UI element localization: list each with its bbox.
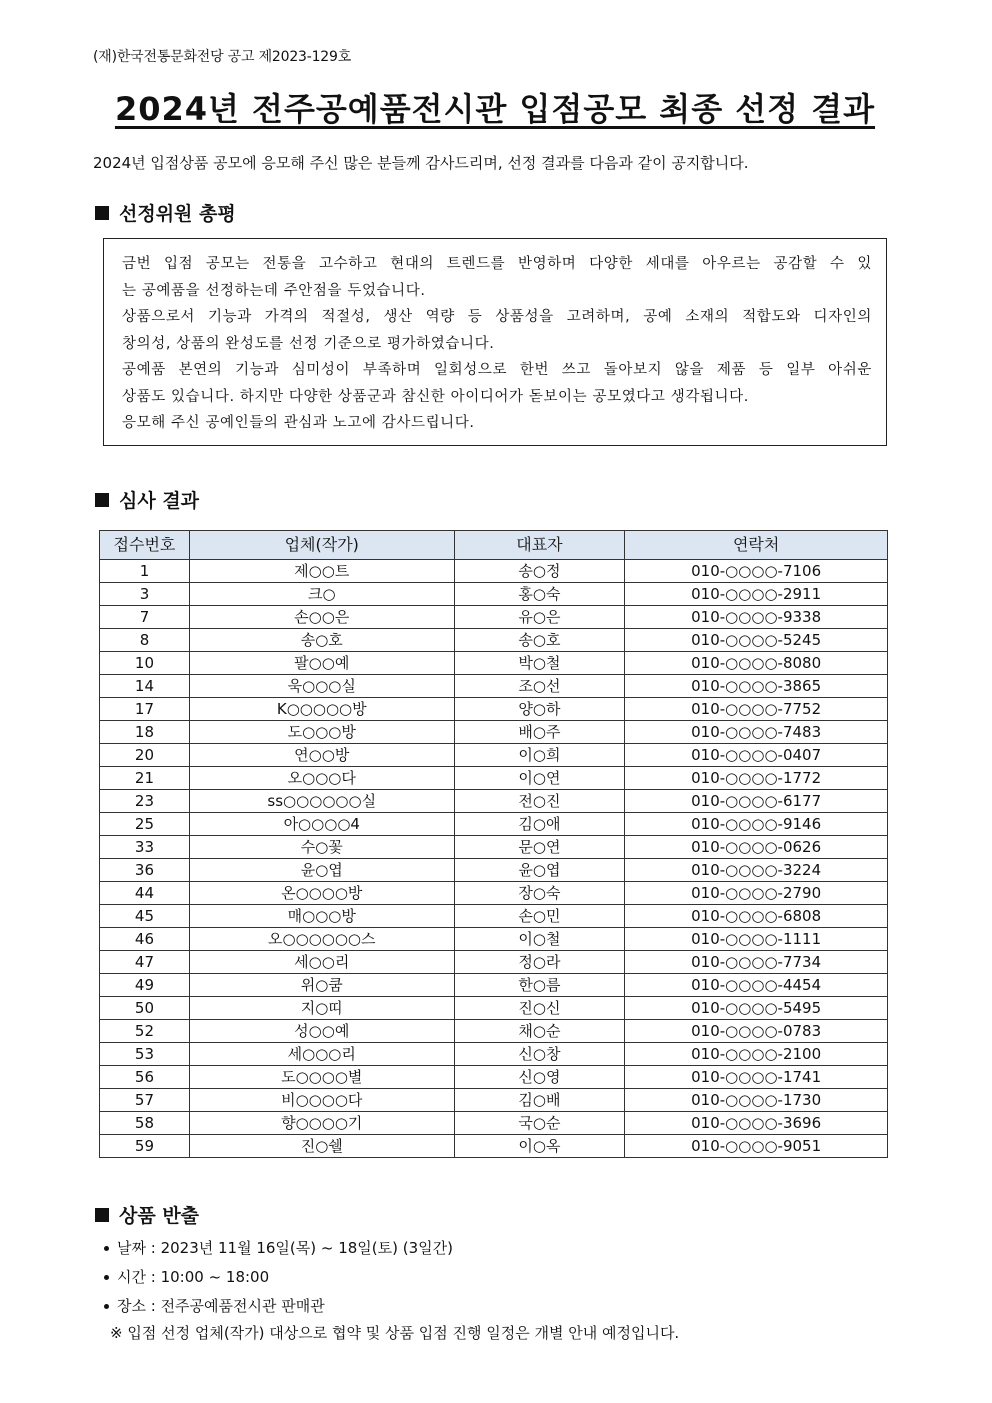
delivery-time: 시간 : 10:00 ~ 18:00 [117,1268,270,1286]
section-heading-results-label: 심사 결과 [119,490,200,512]
delivery-list [104,1234,453,1321]
representative-cell: 박○철 [454,652,625,675]
review-line: 응모해 주신 공예인들의 관심과 노고에 감사드립니다. [122,415,475,431]
contact-cell: 010-○○○○-9146 [625,813,888,836]
intro-text: 2024년 입점상품 공모에 응모해 주신 많은 분들께 감사드리며, 선정 결과를 다음과 같이 공지합니다. [93,154,749,172]
representative-cell: 정○라 [454,951,625,974]
contact-cell: 010-○○○○-0407 [625,744,888,767]
representative-cell: 채○순 [454,1020,625,1043]
contact-cell: 010-○○○○-1111 [625,928,888,951]
square-bullet-icon [95,1208,109,1222]
representative-cell: 김○애 [454,813,625,836]
company-cell: 손○○은 [189,606,454,629]
table-row [100,583,888,606]
representative-cell: 윤○엽 [454,859,625,882]
table-row [100,974,888,997]
representative-cell: 조○선 [454,675,625,698]
company-cell: 오○○○다 [189,767,454,790]
delivery-place: 장소 : 전주공예품전시관 판매관 [117,1297,325,1315]
bullet-dot-icon [104,1304,109,1309]
section-heading-review-label: 선정위원 총평 [119,203,236,225]
receipt-no-cell: 49 [100,974,190,997]
representative-cell: 전○진 [454,790,625,813]
company-cell: 욱○○○실 [189,675,454,698]
section-heading-results [95,486,199,513]
review-line: 는 공예품을 선정하는데 주안점을 두었습니다. [122,282,426,299]
contact-cell: 010-○○○○-3224 [625,859,888,882]
company-cell: 도○○○○별 [189,1066,454,1089]
company-cell: 도○○○방 [189,721,454,744]
contact-cell: 010-○○○○-3865 [625,675,888,698]
review-line: 창의성, 상품의 완성도를 선정 기준으로 평가하였습니다. [122,335,495,352]
representative-cell: 유○은 [454,606,625,629]
table-row [100,1089,888,1112]
table-row [100,1020,888,1043]
table-row [100,652,888,675]
table-row [100,1043,888,1066]
receipt-no-cell: 53 [100,1043,190,1066]
receipt-no-cell: 8 [100,629,190,652]
contact-cell: 010-○○○○-1741 [625,1066,888,1089]
list-item [104,1263,453,1292]
contact-cell: 010-○○○○-6808 [625,905,888,928]
contact-cell: 010-○○○○-8080 [625,652,888,675]
company-cell: 세○○리 [189,951,454,974]
list-item [104,1292,453,1321]
receipt-no-cell: 44 [100,882,190,905]
section-heading-delivery-label: 상품 반출 [119,1205,200,1227]
contact-cell: 010-○○○○-7734 [625,951,888,974]
contact-cell: 010-○○○○-5495 [625,997,888,1020]
contact-cell: 010-○○○○-4454 [625,974,888,997]
receipt-no-cell: 25 [100,813,190,836]
table-row [100,997,888,1020]
square-bullet-icon [95,206,109,220]
bullet-dot-icon [104,1275,109,1280]
review-line: 공예품 본연의 기능과 심미성이 부족하며 일회성으로 한번 쓰고 돌아보지 않을 제품 등 일부 아쉬운 [122,362,872,378]
table-row [100,1112,888,1135]
table-row [100,813,888,836]
receipt-no-cell: 7 [100,606,190,629]
column-header-representative: 대표자 [454,531,625,560]
table-row [100,836,888,859]
contact-cell: 010-○○○○-7106 [625,560,888,583]
representative-cell: 이○철 [454,928,625,951]
table-row [100,767,888,790]
table-row [100,744,888,767]
bullet-dot-icon [104,1246,109,1251]
table-row [100,1066,888,1089]
receipt-no-cell: 3 [100,583,190,606]
representative-cell: 배○주 [454,721,625,744]
delivery-date: 날짜 : 2023년 11월 16일(목) ~ 18일(토) (3일간) [117,1239,453,1257]
review-box [103,238,887,446]
receipt-no-cell: 52 [100,1020,190,1043]
section-heading-review [95,199,236,226]
representative-cell: 진○신 [454,997,625,1020]
review-line: 금번 입점 공모는 전통을 고수하고 현대의 트렌드를 반영하며 다양한 세대를 아우르는 공감할 수 있 [122,256,872,272]
table-row [100,882,888,905]
contact-cell: 010-○○○○-3696 [625,1112,888,1135]
table-row [100,606,888,629]
representative-cell: 김○배 [454,1089,625,1112]
company-cell: 크○ [189,583,454,606]
receipt-no-cell: 14 [100,675,190,698]
contact-cell: 010-○○○○-1772 [625,767,888,790]
table-row [100,928,888,951]
review-line: 상품도 있습니다. 하지만 다양한 상품군과 참신한 아이디어가 돋보이는 공모였다고 생각됩니다. [122,388,749,405]
representative-cell: 송○호 [454,629,625,652]
receipt-no-cell: 50 [100,997,190,1020]
company-cell: 매○○○방 [189,905,454,928]
company-cell: K○○○○○방 [189,698,454,721]
contact-cell: 010-○○○○-1730 [625,1089,888,1112]
table-row [100,721,888,744]
notice-number: (재)한국전통문화전당 공고 제2023-129호 [93,49,352,65]
receipt-no-cell: 57 [100,1089,190,1112]
column-header-company: 업체(작가) [189,531,454,560]
representative-cell: 신○창 [454,1043,625,1066]
company-cell: 오○○○○○○스 [189,928,454,951]
representative-cell: 장○숙 [454,882,625,905]
delivery-note: ※ 입점 선정 업체(작가) 대상으로 협약 및 상품 입점 진행 일정은 개별 안내 예정입니다. [110,1324,680,1342]
receipt-no-cell: 56 [100,1066,190,1089]
company-cell: 온○○○○방 [189,882,454,905]
table-row [100,905,888,928]
section-heading-delivery [95,1201,199,1228]
company-cell: 수○꽃 [189,836,454,859]
review-line: 상품으로서 기능과 가격의 적절성, 생산 역량 등 상품성을 고려하며, 공예 소재의 적합도와 디자인의 [122,309,872,325]
company-cell: 지○띠 [189,997,454,1020]
table-row [100,859,888,882]
table-row [100,951,888,974]
company-cell: 진○쉘 [189,1135,454,1158]
receipt-no-cell: 21 [100,767,190,790]
receipt-no-cell: 58 [100,1112,190,1135]
receipt-no-cell: 47 [100,951,190,974]
company-cell: 팔○○예 [189,652,454,675]
table-row [100,790,888,813]
company-cell: 성○○예 [189,1020,454,1043]
document-title: 2024년 전주공예품전시관 입점공모 최종 선정 결과 [114,90,876,128]
company-cell: ss○○○○○○실 [189,790,454,813]
representative-cell: 송○정 [454,560,625,583]
receipt-no-cell: 20 [100,744,190,767]
representative-cell: 이○옥 [454,1135,625,1158]
representative-cell: 신○영 [454,1066,625,1089]
column-header-contact: 연락처 [625,531,888,560]
table-row [100,560,888,583]
contact-cell: 010-○○○○-2100 [625,1043,888,1066]
contact-cell: 010-○○○○-7752 [625,698,888,721]
table-header-row [100,531,888,560]
representative-cell: 문○연 [454,836,625,859]
receipt-no-cell: 10 [100,652,190,675]
contact-cell: 010-○○○○-5245 [625,629,888,652]
receipt-no-cell: 59 [100,1135,190,1158]
company-cell: 제○○트 [189,560,454,583]
representative-cell: 한○름 [454,974,625,997]
representative-cell: 국○순 [454,1112,625,1135]
company-cell: 향○○○○기 [189,1112,454,1135]
contact-cell: 010-○○○○-2911 [625,583,888,606]
contact-cell: 010-○○○○-0783 [625,1020,888,1043]
table-row [100,698,888,721]
company-cell: 비○○○○다 [189,1089,454,1112]
list-item [104,1234,453,1263]
representative-cell: 이○희 [454,744,625,767]
company-cell: 송○호 [189,629,454,652]
receipt-no-cell: 18 [100,721,190,744]
representative-cell: 손○민 [454,905,625,928]
table-row [100,629,888,652]
receipt-no-cell: 46 [100,928,190,951]
receipt-no-cell: 1 [100,560,190,583]
company-cell: 세○○○리 [189,1043,454,1066]
contact-cell: 010-○○○○-2790 [625,882,888,905]
company-cell: 연○○방 [189,744,454,767]
receipt-no-cell: 36 [100,859,190,882]
results-table [99,530,888,1158]
representative-cell: 이○연 [454,767,625,790]
contact-cell: 010-○○○○-9338 [625,606,888,629]
contact-cell: 010-○○○○-7483 [625,721,888,744]
receipt-no-cell: 33 [100,836,190,859]
representative-cell: 홍○숙 [454,583,625,606]
contact-cell: 010-○○○○-9051 [625,1135,888,1158]
table-row [100,1135,888,1158]
column-header-receipt-no: 접수번호 [100,531,190,560]
company-cell: 윤○엽 [189,859,454,882]
square-bullet-icon [95,493,109,507]
table-row [100,675,888,698]
contact-cell: 010-○○○○-6177 [625,790,888,813]
representative-cell: 양○하 [454,698,625,721]
company-cell: 아○○○○4 [189,813,454,836]
receipt-no-cell: 17 [100,698,190,721]
receipt-no-cell: 45 [100,905,190,928]
contact-cell: 010-○○○○-0626 [625,836,888,859]
results-table-body [100,560,888,1158]
company-cell: 위○쿰 [189,974,454,997]
receipt-no-cell: 23 [100,790,190,813]
